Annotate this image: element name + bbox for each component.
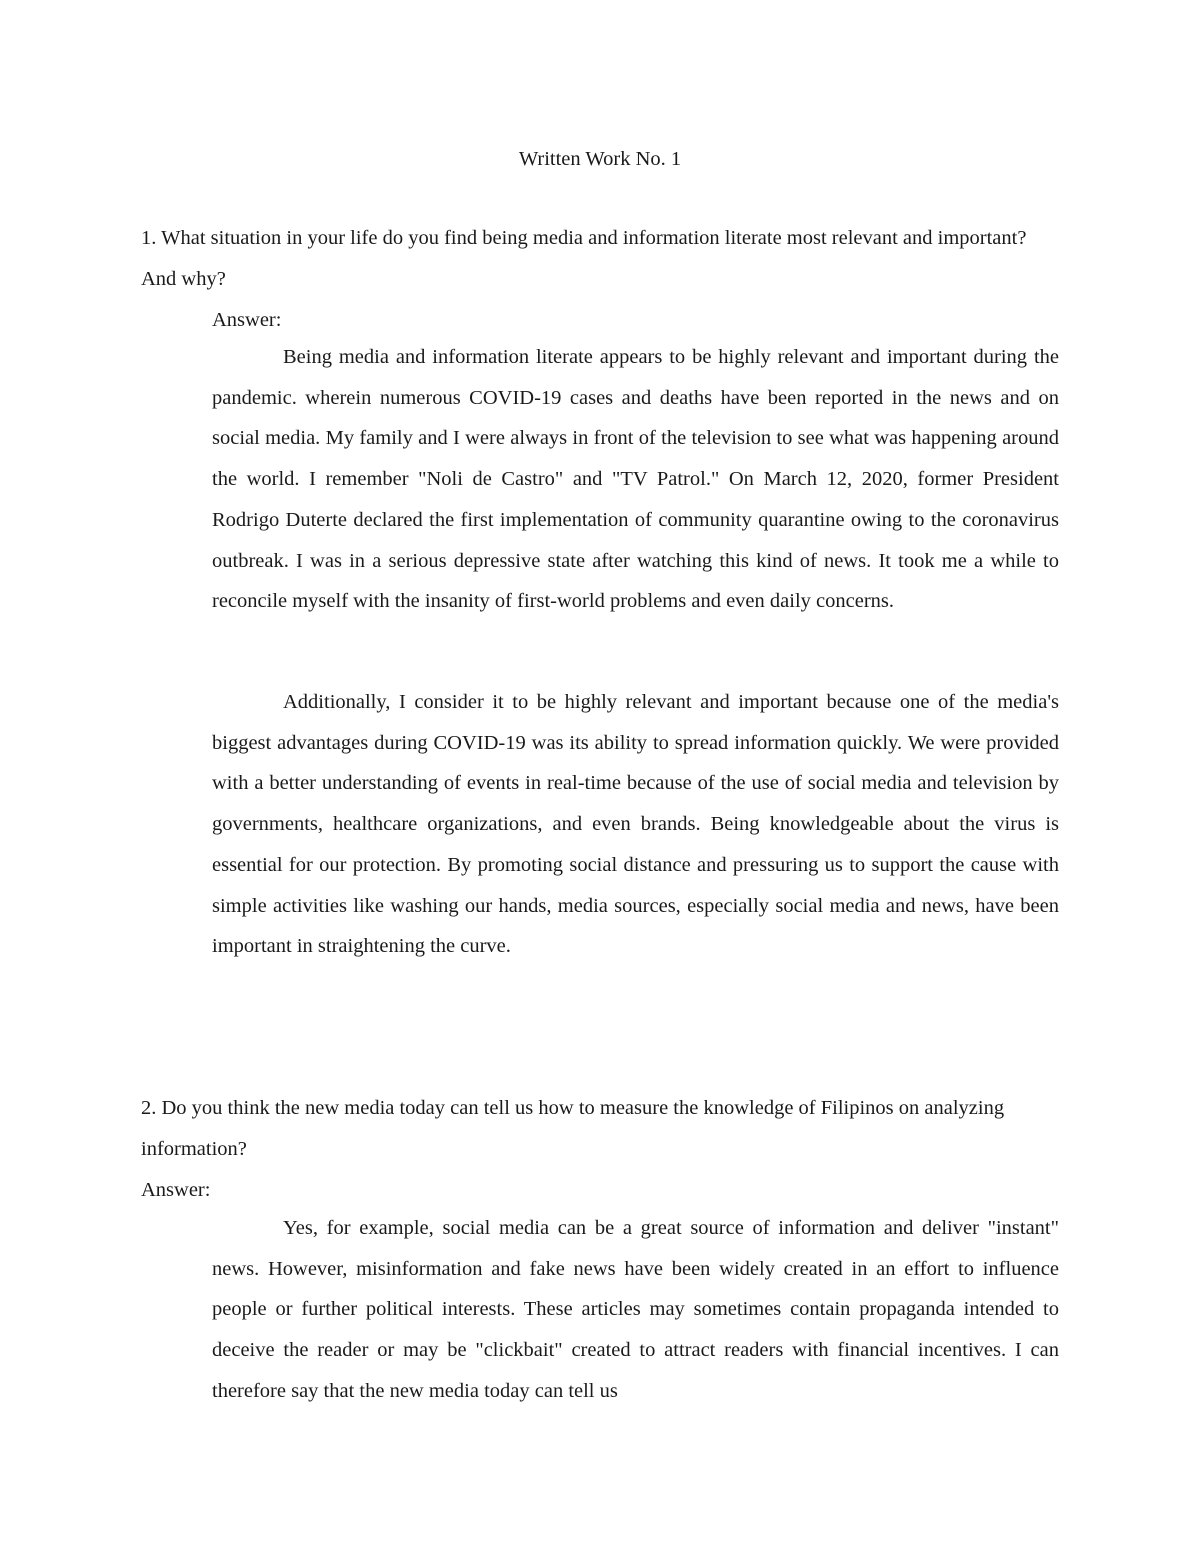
question-1-answer-label: Answer: xyxy=(212,309,282,331)
question-1-prompt: 1. What situation in your life do you find being media and information literate most relevant and important? And why? xyxy=(141,227,1027,290)
question-2-prompt: 2. Do you think the new media today can tell us how to measure the knowledge of Filipinos on analyzing information? xyxy=(141,1097,1005,1160)
question-1-answer-paragraph-2: Additionally, I consider it to be highly relevant and important because one of the media's biggest advantages during COVID-19 was its ability to spread information quickly. We were provided with a better understanding of events in real-time because of the use of social media and television by governments, healthcare organizations, and even brands. Being knowledgeable about the virus is essential for our protection. By promoting social distance and pressuring us to support the cause with simple activities like washing our hands, media sources, especially social media and news, have been important in straightening the curve. xyxy=(212,691,1059,958)
question-2-answer-paragraph-1: Yes, for example, social media can be a great source of information and deliver "instant" news. However, misinformation and fake news have been widely created in an effort to influence people or further political interests. These articles may sometimes contain propaganda intended to deceive the reader or may be "clickbait" created to attract readers with financial incentives. I can therefore say that the new media today can tell us xyxy=(212,1217,1059,1402)
document-title: Written Work No. 1 xyxy=(518,148,682,170)
question-2-answer-label: Answer: xyxy=(141,1179,211,1201)
question-1-answer-paragraph-1: Being media and information literate appears to be highly relevant and important during the pandemic. wherein numerous COVID-19 cases and deaths have been reported in the news and on social media. My family and I were always in front of the television to see what was happening around the world. I remember "Noli de Castro" and "TV Patrol." On March 12, 2020, former President Rodrigo Duterte declared the first implementation of community quarantine owing to the coronavirus outbreak. I was in a serious depressive state after watching this kind of news. It took me a while to reconcile myself with the insanity of first-world problems and even daily concerns. xyxy=(212,346,1059,613)
